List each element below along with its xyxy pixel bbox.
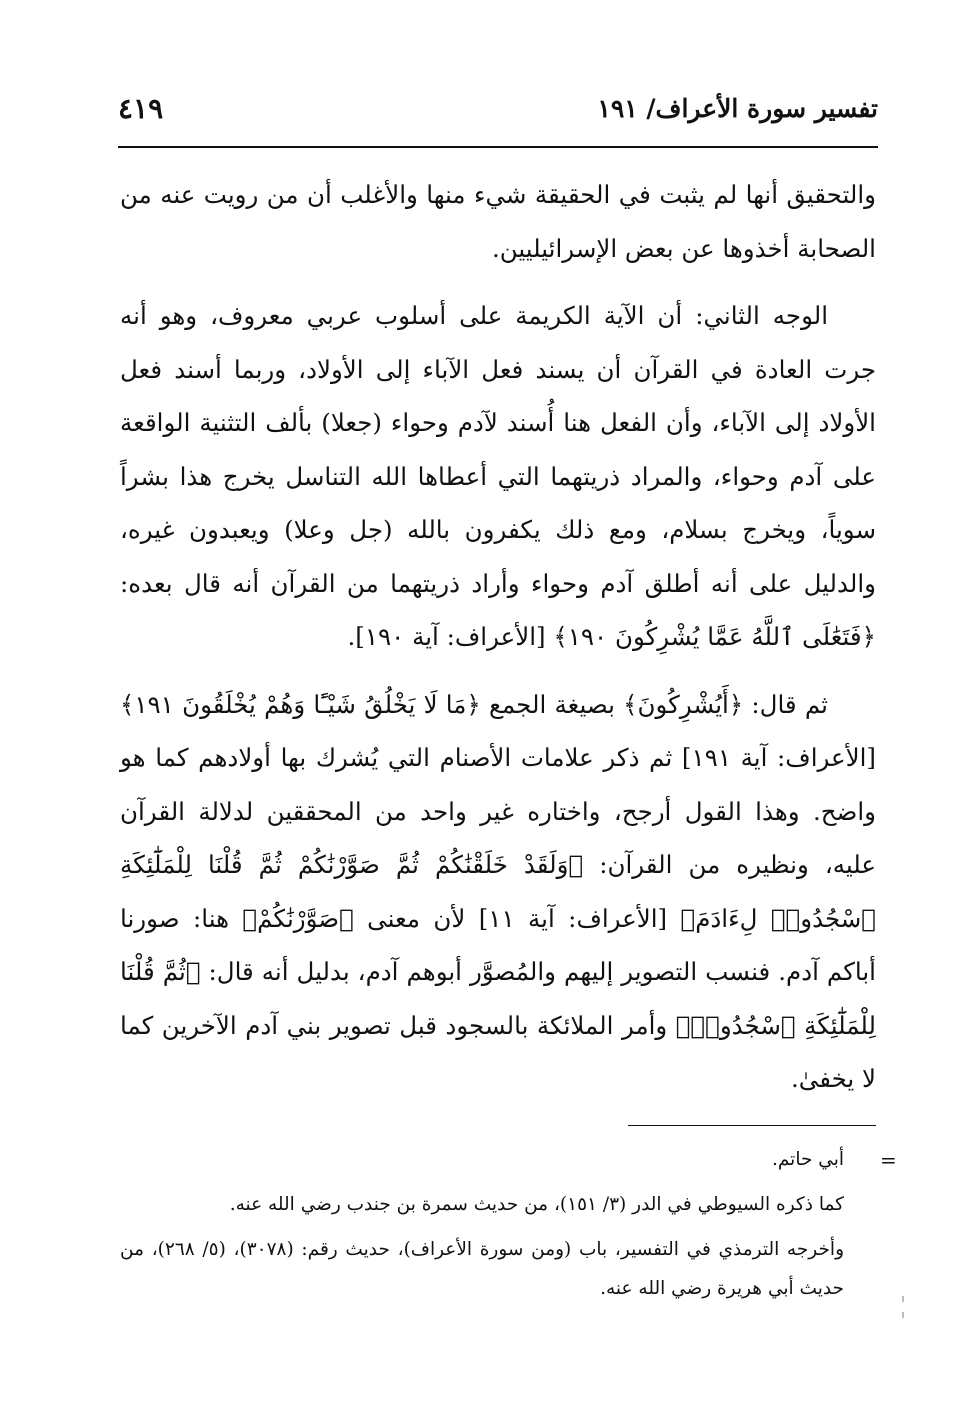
scan-speck: [902, 1296, 904, 1302]
footnote-item: أبي حاتم.: [771, 1149, 844, 1170]
paragraph: الوجه الثاني: أن الآية الكريمة على أسلوب عربي معروف، وهو أنه جرت العادة في القرآن أن يسند فعل الآباء إلى الأولاد، وربما أسند فعل الأولاد إلى الآباء، وأن الفعل هنا أُسند لآدم وحواء (جعلا) بألف التثنية الواقعة على آدم وحواء، والمراد ذريتهما التي أعطاها الله التناسل يخرج هذا بشراً سوياً، ويخرج بسلام، ومع ذلك يكفرون بالله (جل وعلا) ويعبدون غيره، والدليل على أنه أطلق آدم وحواء وأراد ذريتهما من القرآن أنه قال بعده: ﴿فَتَعَٰلَى ٱللَّهُ عَمَّا يُشْرِكُونَ ١٩٠﴾ [الأعراف: آية ١٩٠].: [120, 301, 876, 651]
page-number: ٤١٩: [118, 92, 164, 125]
header-divider: [118, 146, 878, 148]
footnote-item: وأخرجه الترمذي في التفسير، باب (ومن سورة الأعراف)، حديث رقم: (٣٠٧٨)، (٥/ ٢٦٨)، من حديث أبي هريرة رضي الله عنه.: [120, 1239, 845, 1299]
running-title: تفسير سورة الأعراف/ ١٩١: [597, 94, 878, 123]
paragraph: ثم قال: ﴿أَيُشْرِكُونَ﴾ بصيغة الجمع ﴿مَا لَا يَخْلُقُ شَيْـًٔا وَهُمْ يُخْلَقُونَ ١٩١﴾ [الأعراف: آية ١٩١] ثم ذكر علامات الأصنام التي يُشرك بها أولادهم كما هو واضح. وهذا القول أرجح، واختاره غير واحد من المحققين لدلالة القرآن عليه، ونظيره من القرآن: ﴿وَلَقَدْ خَلَقْنَٰكُمْ ثُمَّ صَوَّرْنَٰكُمْ ثُمَّ قُلْنَا لِلْمَلَٰٓئِكَةِ ٱسْجُدُوا۟ لِءَادَمَ﴾ [الأعراف: آية ١١] لأن معنى ﴿صَوَّرْنَٰكُمْ﴾ هنا: صورنا أباكم آدم. فنسب التصوير إليهم والمُصوَّر أبوهم آدم، بدليل أنه قال: ﴿ثُمَّ قُلْنَا لِلْمَلَٰٓئِكَةِ ٱسْجُدُوا۟﴾ وأمر الملائكة بالسجود قبل تصوير بني آدم الآخرين كما لا يخفىٰ.: [120, 689, 876, 1093]
main-text: [120, 168, 876, 1120]
footnote-continuation-marker: =: [880, 1148, 897, 1172]
footnotes: [120, 1140, 844, 1314]
footnote-item: كما ذكره السيوطي في الدر (٣/ ١٥١)، من حديث سمرة بن جندب رضي الله عنه.: [229, 1194, 844, 1215]
scan-speck: [902, 1312, 904, 1318]
page-header: [118, 92, 878, 140]
footnote-divider: [628, 1125, 876, 1126]
paragraph: والتحقيق أنها لم يثبت في الحقيقة شيء منها والأغلب أن من رويت عنه من الصحابة أخذوها عن بعض الإسرائيليين.: [120, 180, 876, 263]
